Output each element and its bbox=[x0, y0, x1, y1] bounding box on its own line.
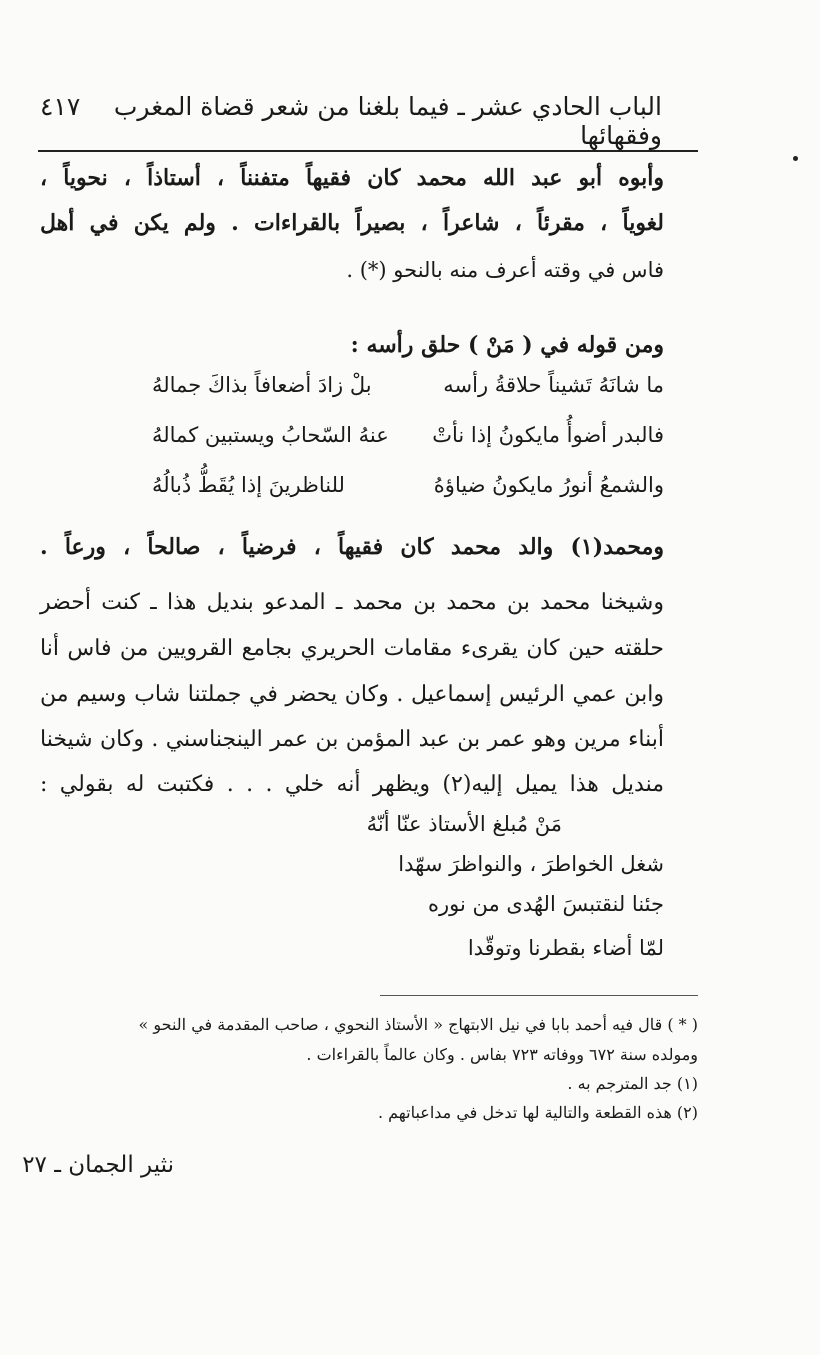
running-header bbox=[40, 92, 662, 150]
para3-line-3: وابن عمي الرئيس إسماعيل . وكان يحضر في جملتنا شاب وسيم من bbox=[40, 682, 665, 707]
verse2-line-4: لمّا أضاء بقطرنا وتوقّدا bbox=[467, 936, 664, 960]
verse1-left-1: بلْ زادَ أضعافاً بذاكَ جمالهُ bbox=[152, 373, 372, 397]
footnote-2: (٢) هذه القطعة والتالية لها تدخل في مداعباتهم . bbox=[377, 1103, 698, 1122]
verse1-left-2: عنهُ السّحابُ ويستبين كمالهُ bbox=[152, 423, 389, 447]
footnote-star-line-1: ( * ) قال فيه أحمد بابا في نيل الابتهاج « الأستاذ النحوي ، صاحب المقدمة في النحو » bbox=[138, 1015, 698, 1034]
para3-line-2: حلقته حين كان يقرىء مقامات الحريري بجامع القرويين من فاس أنا bbox=[40, 636, 664, 661]
verse2-line-2: شغل الخواطرَ ، والنواظرَ سهّدا bbox=[398, 852, 664, 876]
header-rule bbox=[38, 150, 698, 152]
verse1-right-3: والشمعُ أنورُ مايكونُ ضياؤهُ bbox=[433, 473, 664, 497]
verse1-right-2: فالبدر أضوأُ مايكونُ إذا نأتْ bbox=[432, 423, 664, 447]
para1-line-1: وأبوه أبو عبد الله محمد كان فقيهاً متفنناً ، أستاذاً ، نحوياً ، bbox=[40, 165, 664, 191]
verse1-left-3: للناظرينَ إذا يُقَطُّ ذُبالُهُ bbox=[152, 473, 345, 497]
para3-line-5: منديل هذا يميل إليه(٢) ويظهر أنه خلي . . . فكتبت له بقولي : bbox=[40, 772, 664, 797]
page-footer: نثير الجمان ـ ٢٧ bbox=[22, 1152, 174, 1178]
para1-line-2: لغوياً ، مقرئاً ، شاعراً ، بصيراً بالقراءات . ولم يكن في أهل bbox=[40, 210, 664, 236]
para3-line-1: وشيخنا محمد بن محمد بن محمد ـ المدعو بنديل هذا ـ كنت أحضر bbox=[40, 590, 664, 615]
speck-mark bbox=[793, 156, 798, 161]
header-title: الباب الحادي عشر ـ فيما بلغنا من شعر قضاة المغرب وفقهائها bbox=[113, 92, 662, 150]
verse2-line-3: جئنا لنقتبسَ الهُدى من نوره bbox=[427, 892, 664, 916]
para1-line-3: فاس في وقته أعرف منه بالنحو (*) . bbox=[346, 258, 664, 282]
footnote-star-line-2: ومولده سنة ٦٧٢ ووفاته ٧٢٣ بفاس . وكان عالماً بالقراءات . bbox=[306, 1045, 698, 1064]
verse2-line-1: مَنْ مُبلغ الأستاذ عنّا أنّهُ bbox=[366, 812, 562, 836]
footnote-separator bbox=[380, 995, 698, 996]
verse1-right-1: ما شانَهُ تَشيناً حلاقةُ رأسه bbox=[443, 373, 664, 397]
page-number: ٤١٧ bbox=[40, 92, 81, 121]
para3-line-4: أبناء مرين وهو عمر بن عبد المؤمن بن عمر الينجناسني . وكان شيخنا bbox=[40, 727, 664, 752]
footnote-1: (١) جد المترجم به . bbox=[567, 1074, 698, 1093]
poem-heading: ومن قوله في ( مَنْ ) حلق رأسه : bbox=[350, 332, 664, 358]
para2-line: ومحمد(١) والد محمد كان فقيهاً ، فرضياً ، صالحاً ، ورعاً . bbox=[40, 534, 664, 560]
